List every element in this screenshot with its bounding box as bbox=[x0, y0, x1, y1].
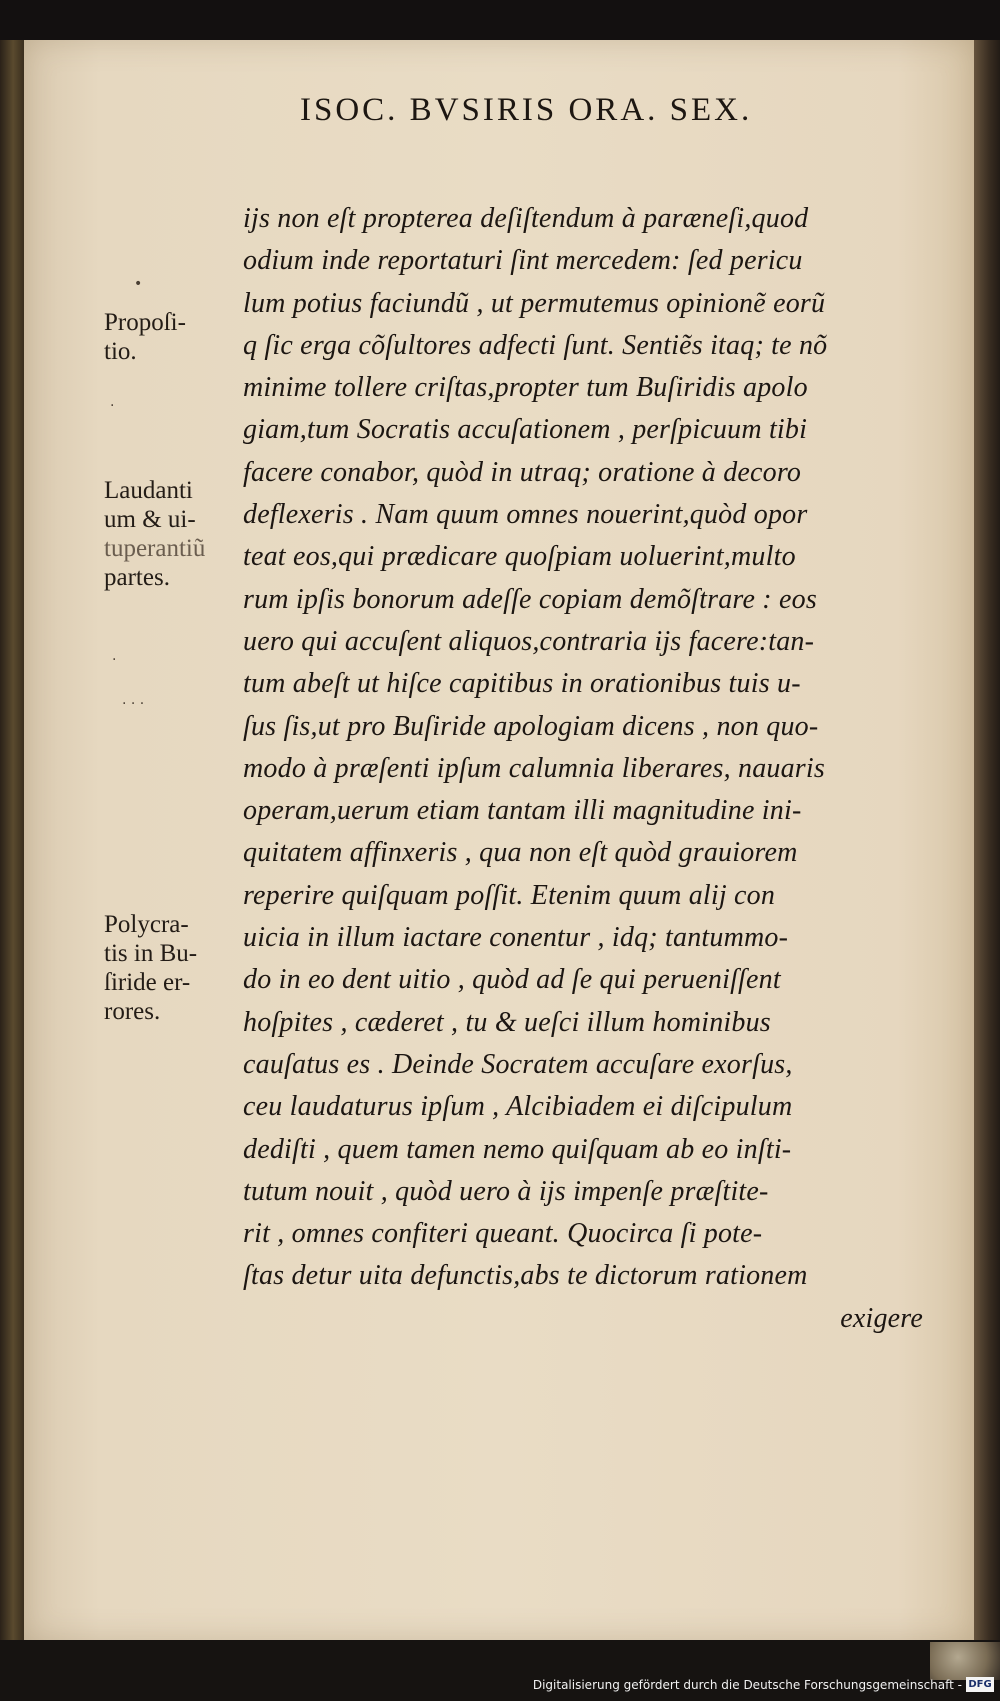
text-line: cauſatus es . Deinde Socratem accuſare exorſus, bbox=[243, 1048, 793, 1080]
text-line: teat eos,qui prædicare quoſpiam uoluerint,multo bbox=[243, 541, 796, 573]
text-line: ſtas detur uita defunctis,abs te dictorum rationem bbox=[243, 1260, 808, 1292]
book-fore-edge bbox=[972, 40, 1000, 1640]
body-text bbox=[243, 198, 963, 1340]
text-line: lum potius faciundũ , ut permutemus opinionẽ eorũ bbox=[243, 287, 826, 319]
ink-speck: · bbox=[110, 398, 115, 414]
text-line: uero qui accuſent aliquos,contraria ijs facere:tan- bbox=[243, 625, 815, 657]
margin-note-line: Polycra- bbox=[104, 911, 189, 938]
running-head: ISOC. BVSIRIS ORA. SEX. bbox=[300, 92, 753, 128]
margin-note-line: Laudanti bbox=[104, 477, 193, 504]
margin-note-line: ſiride er- bbox=[104, 969, 191, 996]
text-line: uicia in illum iactare conentur , idq; tantummo- bbox=[243, 922, 789, 954]
margin-note-line: tio. bbox=[104, 338, 137, 365]
text-line: operam,uerum etiam tantam illi magnitudine ini- bbox=[243, 795, 802, 827]
text-line: deflexeris . Nam quum omnes nouerint,quòd opor bbox=[243, 499, 808, 531]
text-line: do in eo dent uitio , quòd ad ſe qui perueniſſent bbox=[243, 964, 781, 996]
text-line: dediſti , quem tamen nemo quiſquam ab eo inſti- bbox=[243, 1133, 792, 1165]
text-line: quitatem affinxeris , qua non eſt quòd grauiorem bbox=[243, 837, 798, 869]
page-corner-fragment bbox=[930, 1642, 1000, 1680]
margin-note-line: partes. bbox=[104, 564, 170, 591]
ink-speck: · bbox=[112, 652, 117, 668]
ink-speck: • bbox=[134, 276, 143, 292]
text-line: rum ipſis bonorum adeſſe copiam demõſtrare : eos bbox=[243, 583, 817, 615]
digitization-credit: Digitalisierung gefördert durch die Deutsche Forschungsgemeinschaft - bbox=[532, 1678, 962, 1692]
text-line: hoſpites , cæderet , tu & ueſci illum hominibus bbox=[243, 1006, 771, 1038]
margin-note-line: Propoſi- bbox=[104, 309, 186, 336]
margin-note-polycratis bbox=[104, 910, 197, 1026]
margin-note-line: tuperantiũ bbox=[104, 535, 206, 562]
text-line: minime tollere criſtas,propter tum Buſiridis apolo bbox=[243, 372, 808, 404]
dfg-logo: DFG bbox=[966, 1677, 994, 1692]
margin-note-line: rores. bbox=[104, 998, 161, 1025]
text-line: tum abeſt ut hiſce capitibus in orationibus tuis u- bbox=[243, 668, 801, 700]
margin-note-propositio bbox=[104, 308, 186, 366]
text-line: modo à præſenti ipſum calumnia liberares, nauaris bbox=[243, 752, 825, 784]
margin-note-line: tis in Bu- bbox=[104, 940, 198, 967]
text-line: tutum nouit , quòd uero à ijs impenſe præſtite- bbox=[243, 1175, 769, 1207]
text-line: rit , omnes confiteri queant. Quocirca ſi pote- bbox=[243, 1218, 763, 1250]
text-line: facere conabor, quòd in utraq; oratione à decoro bbox=[243, 456, 802, 488]
text-line: reperire quiſquam poſſit. Etenim quum alij con bbox=[243, 879, 776, 911]
text-line: ſus ſis,ut pro Buſiride apologiam dicens , non quo- bbox=[243, 710, 819, 742]
text-line: odium inde reportaturi ſint mercedem: ſed pericu bbox=[243, 245, 803, 277]
scan-top-background bbox=[0, 0, 1000, 42]
margin-note-line: um & ui- bbox=[104, 506, 196, 533]
text-line: q ſic erga cõſultores adfecti ſunt. Sentiẽs itaq; te nõ bbox=[243, 329, 828, 361]
book-spine-edge bbox=[0, 40, 24, 1640]
text-line: ijs non eſt propterea deſiſtendum à paræneſi,quod bbox=[243, 203, 809, 234]
text-line: giam,tum Socratis accuſationem , perſpicuum tibi bbox=[243, 414, 808, 446]
text-line: ceu laudaturus ipſum , Alcibiadem ei diſcipulum bbox=[243, 1091, 793, 1123]
margin-note-laudantium bbox=[104, 476, 205, 592]
ink-speck: · · · bbox=[122, 696, 145, 712]
catchword: exigere bbox=[840, 1302, 923, 1334]
